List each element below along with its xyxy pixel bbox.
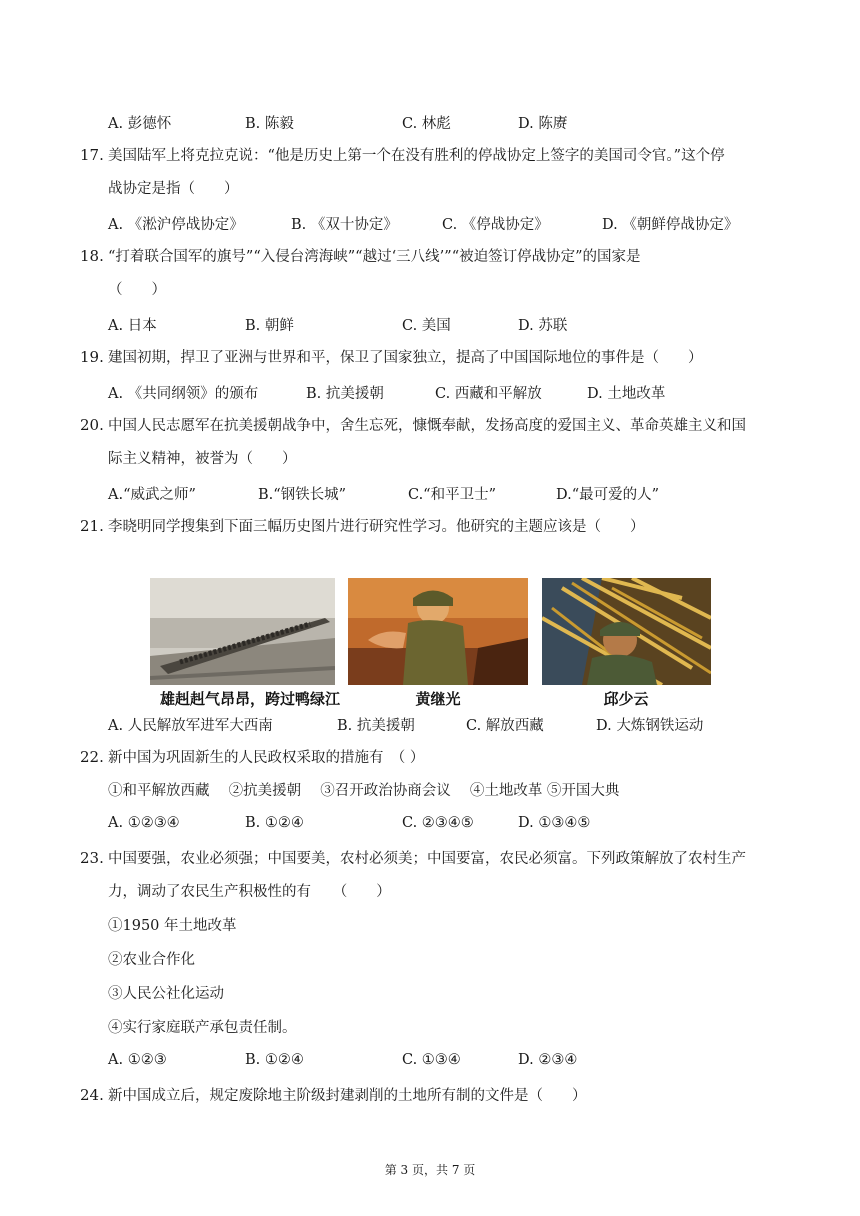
option-b: B. 朝鲜 bbox=[245, 318, 294, 334]
page-footer: 第 3 页，共 7 页 bbox=[384, 1163, 476, 1177]
option-a: A. 《淞沪停战协定》 bbox=[108, 217, 244, 233]
question-text: 新中国为巩固新生的人民政权采取的措施有 （ ） bbox=[108, 750, 425, 766]
question-number: 20. bbox=[80, 416, 104, 434]
option-a: A. 《共同纲领》的颁布 bbox=[108, 386, 259, 402]
statement-list: ①和平解放西藏 ②抗美援朝 ③召开政治协商会议 ④土地改革 ⑤开国大典 bbox=[108, 783, 620, 799]
option-c: C. 《停战协定》 bbox=[442, 217, 549, 233]
statement-item: ③人民公社化运动 bbox=[108, 986, 224, 1002]
option-a: A. 日本 bbox=[108, 318, 157, 334]
option-c: C. 林彪 bbox=[402, 116, 451, 132]
option-b: B. ①②④ bbox=[245, 1052, 304, 1068]
painting-qiu-shaoyun bbox=[542, 578, 711, 685]
question-text: 新中国成立后，规定废除地主阶级封建剥削的土地所有制的文件是（ ） bbox=[108, 1088, 587, 1104]
option-b: B. 抗美援朝 bbox=[337, 718, 415, 734]
option-c: C.“和平卫士” bbox=[408, 487, 497, 503]
photo-caption: 雄赳赳气昂昂，跨过鸭绿江 bbox=[159, 690, 340, 708]
question-text: 中国要强，农业必须强；中国要美，农村必须美；中国要富，农民必须富。下列政策解放了农村生产 bbox=[108, 851, 746, 867]
question-text: 美国陆军上将克拉克说：“他是历史上第一个在没有胜利的停战协定上签字的美国司令官。”这个停 bbox=[108, 148, 725, 164]
statement-item: ④实行家庭联产承包责任制。 bbox=[108, 1020, 297, 1036]
option-c: C. 解放西藏 bbox=[466, 718, 544, 734]
question-text-cont: 战协定是指（ ） bbox=[108, 181, 239, 197]
option-d: D. 大炼钢铁运动 bbox=[596, 718, 704, 734]
option-c: C. 西藏和平解放 bbox=[435, 386, 542, 402]
question-text: 中国人民志愿军在抗美援朝战争中，舍生忘死，慷慨奉献，发扬高度的爱国主义、革命英雄主义和国 bbox=[108, 418, 746, 434]
question-number: 23. bbox=[80, 849, 104, 867]
option-c: C. 美国 bbox=[402, 318, 451, 334]
question-number: 22. bbox=[80, 748, 104, 766]
option-b: B. 《双十协定》 bbox=[291, 217, 398, 233]
question-text-cont: （ ） bbox=[108, 282, 166, 298]
statement-item: ②农业合作化 bbox=[108, 952, 195, 968]
question-number: 19. bbox=[80, 348, 104, 366]
painting-huang-jiguang bbox=[348, 578, 528, 685]
option-a: A. ①②③ bbox=[108, 1052, 167, 1068]
option-d: D. ②③④ bbox=[518, 1052, 578, 1068]
option-b: B.“钢铁长城” bbox=[258, 487, 347, 503]
question-text: 李晓明同学搜集到下面三幅历史图片进行研究性学习。他研究的主题应该是（ ） bbox=[108, 519, 645, 535]
option-c: C. ①③④ bbox=[402, 1052, 461, 1068]
option-d: D.“最可爱的人” bbox=[556, 487, 660, 503]
question-text-cont: 力，调动了农民生产积极性的有 （ ） bbox=[108, 884, 391, 900]
option-b: B. ①②④ bbox=[245, 815, 304, 831]
question-text: “打着联合国军的旗号”“入侵台湾海峡”“越过‘三八线’”“被迫签订停战协定”的国家是 bbox=[108, 249, 641, 265]
option-b: B. 陈毅 bbox=[245, 116, 294, 132]
option-d: D. 土地改革 bbox=[587, 386, 666, 402]
option-d: D. 《朝鲜停战协定》 bbox=[602, 217, 739, 233]
question-number: 17. bbox=[80, 146, 104, 164]
option-c: C. ②③④⑤ bbox=[402, 815, 474, 831]
option-d: D. 陈赓 bbox=[518, 116, 568, 132]
option-d: D. ①③④⑤ bbox=[518, 815, 591, 831]
question-text-cont: 际主义精神，被誉为（ ） bbox=[108, 451, 297, 467]
statement-item: ①1950 年土地改革 bbox=[108, 918, 237, 934]
option-a: A. 人民解放军进军大西南 bbox=[108, 718, 273, 734]
photo-caption: 邱少云 bbox=[603, 690, 649, 708]
option-a: A. ①②③④ bbox=[108, 815, 180, 831]
question-number: 24. bbox=[80, 1086, 104, 1104]
question-number: 21. bbox=[80, 517, 104, 535]
photo-yalu-crossing bbox=[150, 578, 335, 685]
option-a: A.“威武之师” bbox=[108, 487, 196, 503]
option-a: A. 彭德怀 bbox=[108, 116, 172, 132]
photo-caption: 黄继光 bbox=[415, 690, 461, 708]
option-d: D. 苏联 bbox=[518, 318, 568, 334]
question-text: 建国初期，捍卫了亚洲与世界和平，保卫了国家独立，提高了中国国际地位的事件是（ ） bbox=[108, 350, 703, 366]
question-number: 18. bbox=[80, 247, 104, 265]
option-b: B. 抗美援朝 bbox=[306, 386, 384, 402]
